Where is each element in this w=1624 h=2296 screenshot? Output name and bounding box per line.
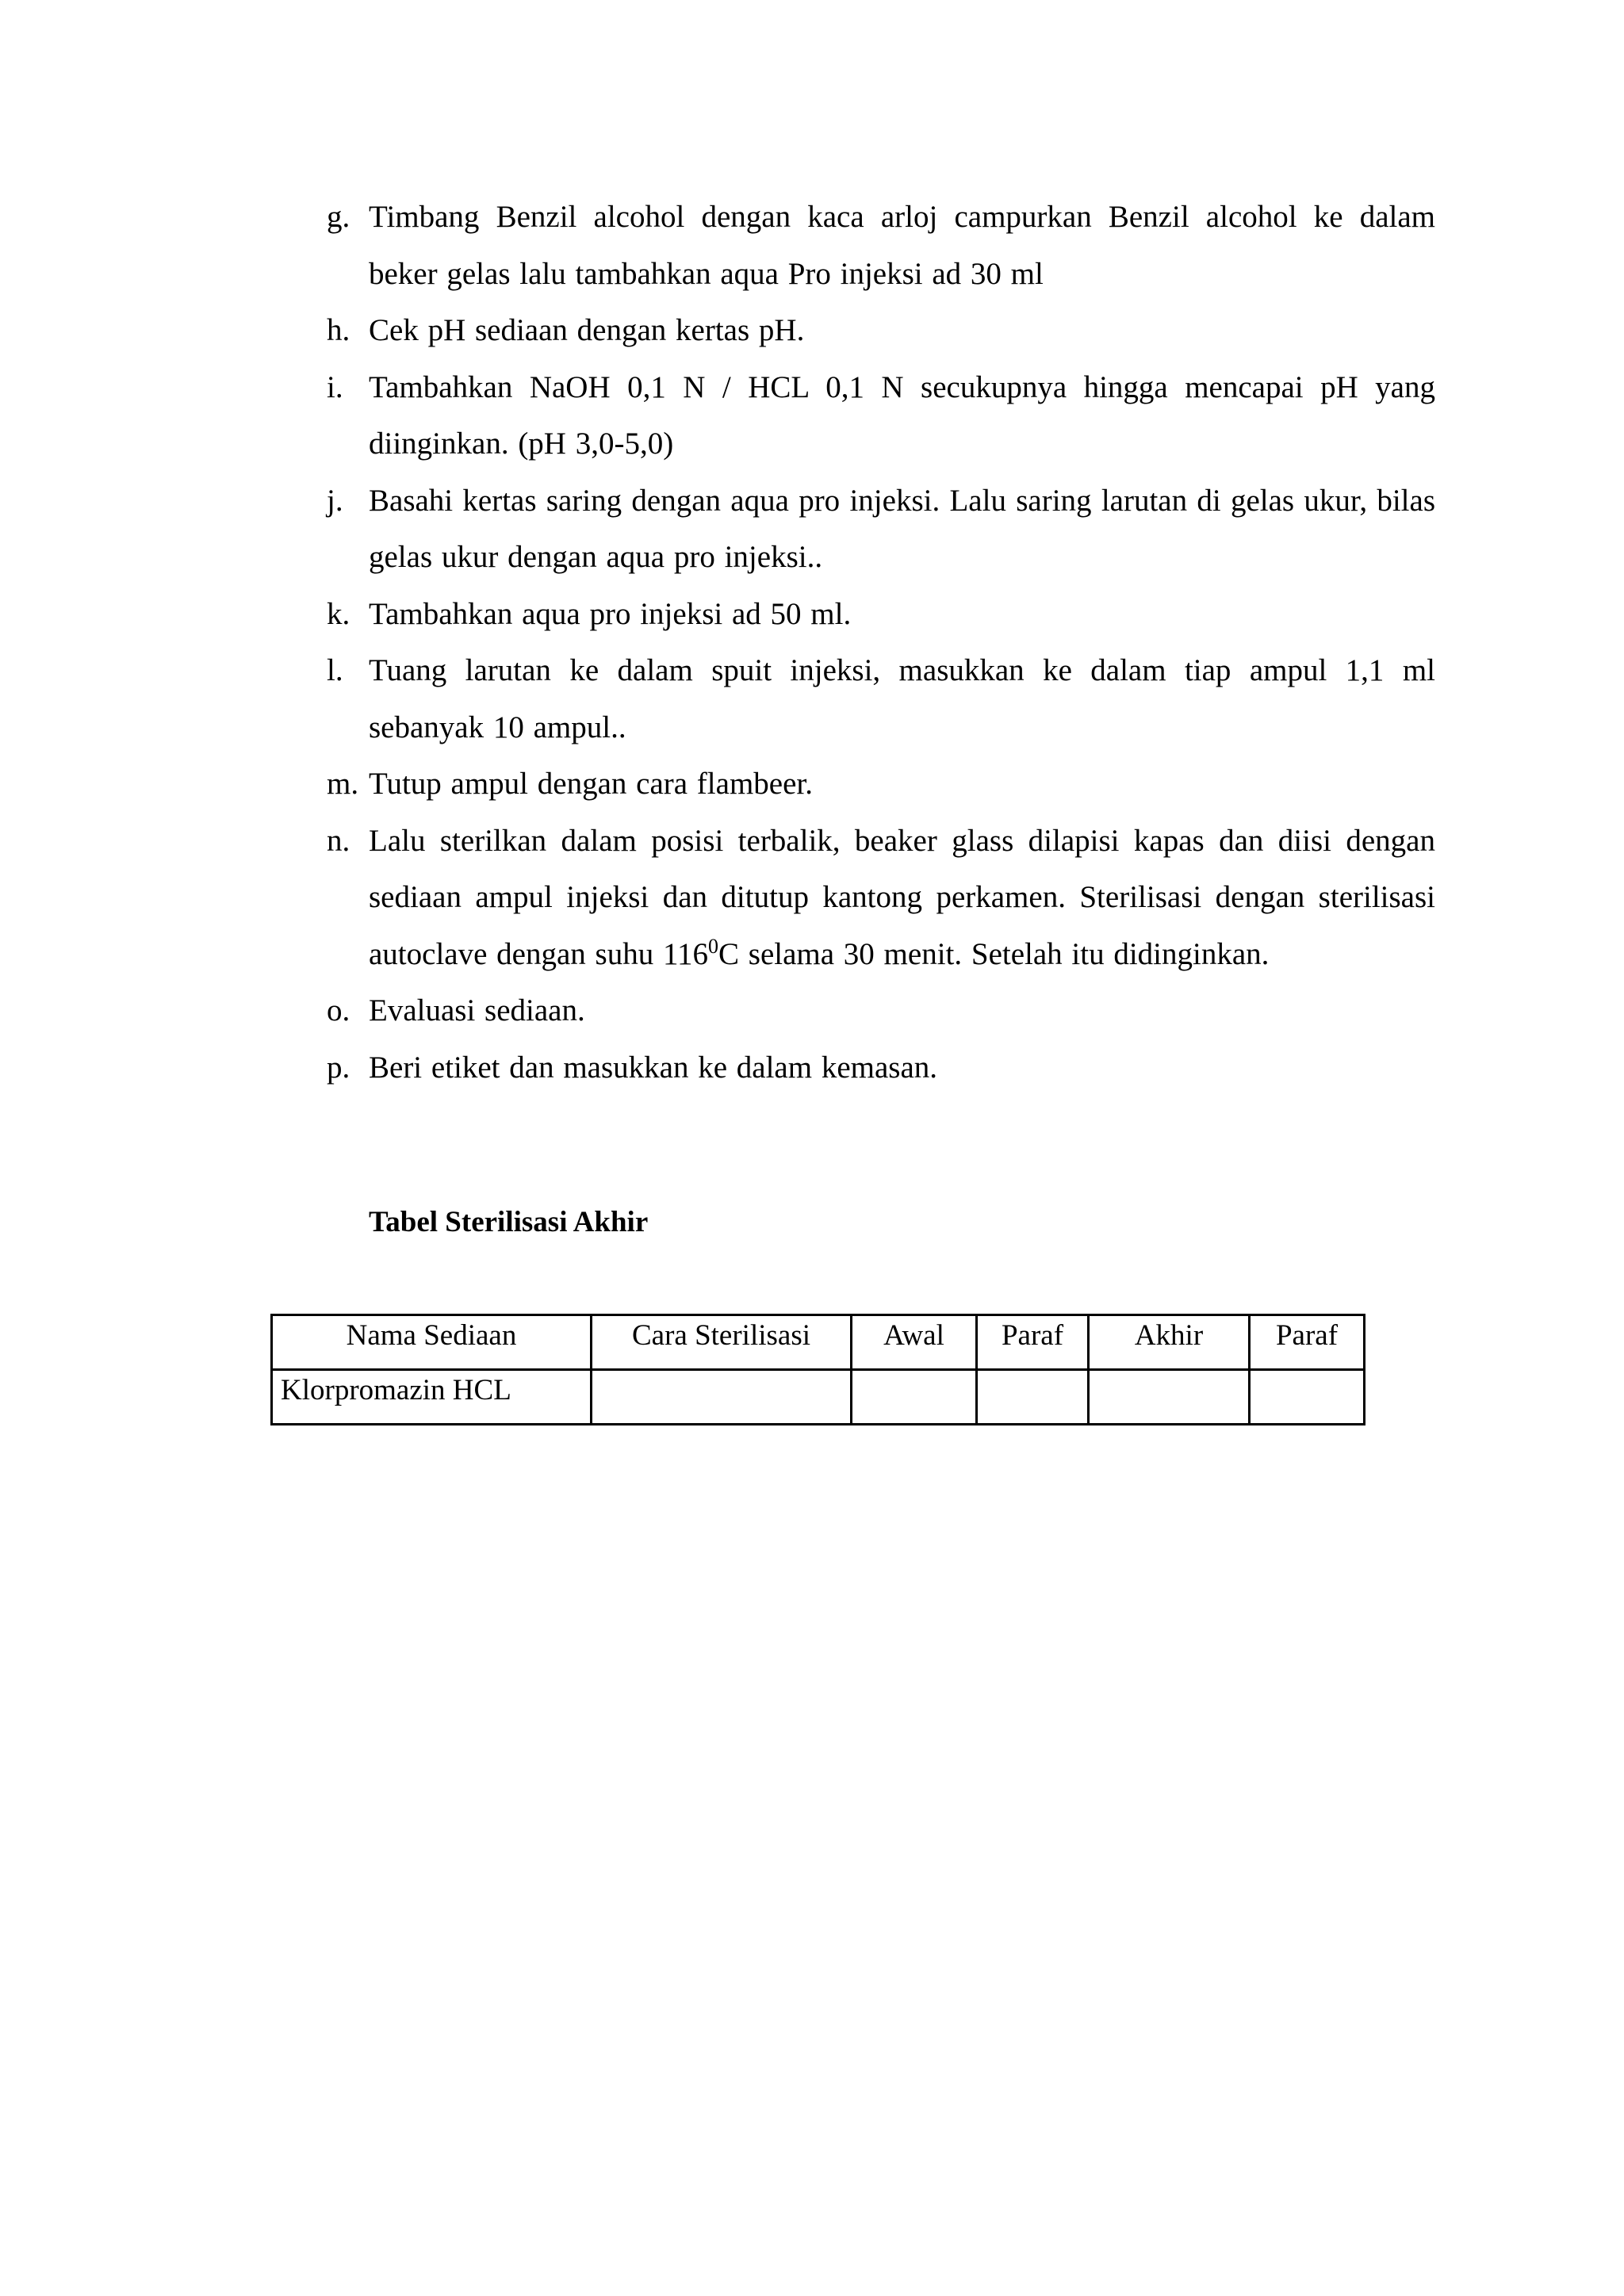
procedure-steps <box>327 189 1435 1096</box>
step-text: Tambahkan NaOH 0,1 N / HCL 0,1 N secukupnya hingga mencapai pH yang diinginkan. (pH 3,0-5,0) <box>369 369 1435 461</box>
step-text: Evaluasi sediaan. <box>369 993 585 1027</box>
step-letter: n. <box>327 823 350 858</box>
step-text: Beri etiket dan masukkan ke dalam kemasan. <box>369 1050 938 1085</box>
list-item <box>327 359 1435 473</box>
step-text: Tambahkan aqua pro injeksi ad 50 ml. <box>369 596 852 631</box>
list-item <box>327 813 1435 983</box>
column-header: Awal <box>852 1315 977 1370</box>
step-text: Tutup ampul dengan cara flambeer. <box>369 767 813 801</box>
table-cell <box>852 1370 977 1425</box>
step-text-after: C selama 30 menit. Setelah itu didinginkan. <box>718 936 1270 971</box>
table-cell <box>1089 1370 1250 1425</box>
column-header: Cara Sterilisasi <box>592 1315 852 1370</box>
step-text: Cek pH sediaan dengan kertas pH. <box>369 313 805 347</box>
temperature-superscript: 0 <box>708 934 719 958</box>
step-letter: h. <box>327 313 350 347</box>
step-letter: m. <box>327 767 359 801</box>
step-letter: p. <box>327 1050 350 1085</box>
step-text: Basahi kertas saring dengan aqua pro injeksi. Lalu saring larutan di gelas ukur, bilas gelas ukur dengan aqua pro injeksi.. <box>369 483 1435 574</box>
column-header: Akhir <box>1089 1315 1250 1370</box>
column-header: Nama Sediaan <box>272 1315 592 1370</box>
list-item <box>327 473 1435 586</box>
step-letter: j. <box>327 483 343 518</box>
table-title: Tabel Sterilisasi Akhir <box>369 1206 649 1238</box>
table-cell <box>592 1370 852 1425</box>
list-item <box>327 982 1435 1039</box>
list-item <box>327 1039 1435 1096</box>
column-header: Paraf <box>977 1315 1089 1370</box>
step-letter: l. <box>327 653 343 687</box>
step-letter: k. <box>327 596 350 631</box>
list-item <box>327 302 1435 359</box>
table-row <box>272 1370 1365 1425</box>
table-cell: Klorpromazin HCL <box>272 1370 592 1425</box>
table-cell <box>1250 1370 1365 1425</box>
step-letter: i. <box>327 369 343 404</box>
step-letter: o. <box>327 993 350 1027</box>
sterilization-table <box>270 1314 1365 1425</box>
table-cell <box>977 1370 1089 1425</box>
step-text: Tuang larutan ke dalam spuit injeksi, masukkan ke dalam tiap ampul 1,1 ml sebanyak 10 ampul.. <box>369 653 1435 744</box>
step-text <box>369 813 1435 983</box>
list-item <box>327 642 1435 756</box>
step-text-before: Lalu sterilkan dalam posisi terbalik, beaker glass dilapisi kapas dan diisi dengan sediaan ampul injeksi dan ditutup kantong perkamen. Sterilisasi dengan sterilisasi autoclave dengan suhu 116 <box>369 823 1435 971</box>
list-item <box>327 756 1435 813</box>
step-text: Timbang Benzil alcohol dengan kaca arloj campurkan Benzil alcohol ke dalam beker gelas lalu tambahkan aqua Pro injeksi ad 30 ml <box>369 200 1435 291</box>
list-item <box>327 586 1435 643</box>
step-letter: g. <box>327 200 350 234</box>
column-header: Paraf <box>1250 1315 1365 1370</box>
list-item <box>327 189 1435 302</box>
table-header-row <box>272 1315 1365 1370</box>
